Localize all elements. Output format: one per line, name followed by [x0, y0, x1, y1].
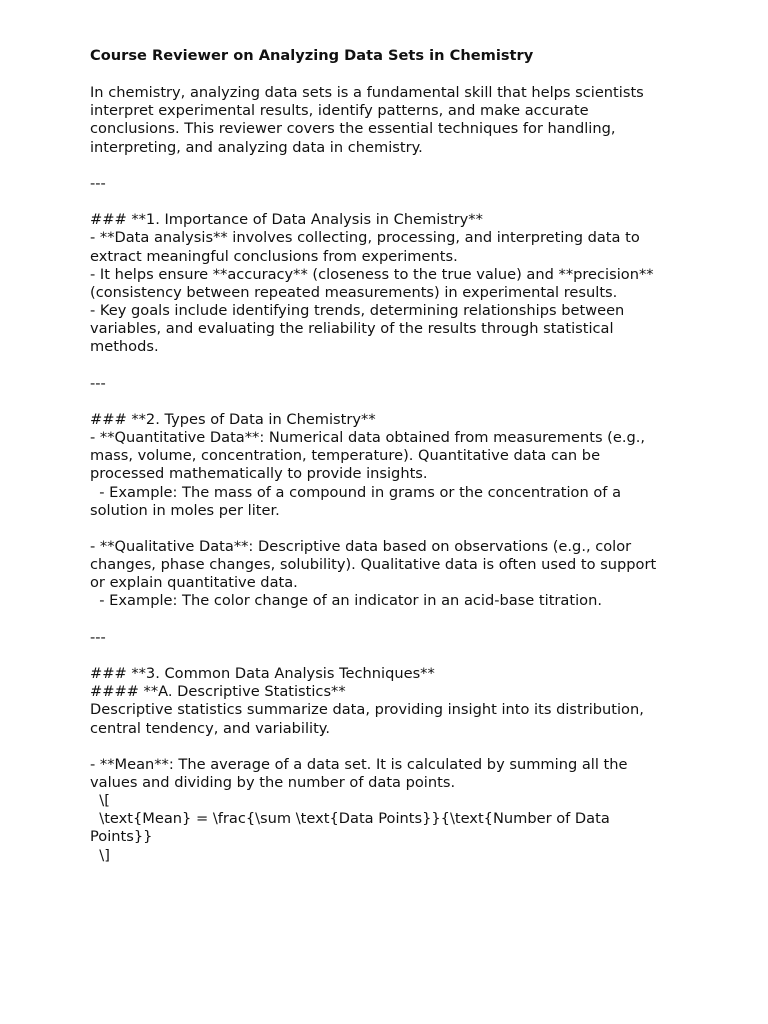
blank-line: [90, 66, 690, 84]
intro-line: interpret experimental results, identify patterns, and make accurate: [90, 102, 589, 120]
blank-line: [90, 738, 690, 756]
blank-line: [90, 393, 690, 411]
section-line: - Example: The color change of an indicator in an acid-base titration.: [90, 592, 602, 610]
section-heading: ### **3. Common Data Analysis Techniques**: [90, 665, 435, 683]
section-line: - **Mean**: The average of a data set. It is calculated by summing all the: [90, 755, 628, 773]
section-line: - **Data analysis** involves collecting, processing, and interpreting data to: [90, 229, 640, 247]
blank-line: [90, 647, 690, 665]
section-line: extract meaningful conclusions from experiments.: [90, 247, 458, 265]
section-line: mass, volume, concentration, temperature). Quantitative data can be: [90, 447, 601, 465]
separator: ---: [90, 628, 106, 646]
section-line: - **Qualitative Data**: Descriptive data based on observations (e.g., color: [90, 537, 632, 555]
separator: ---: [90, 174, 106, 192]
subsection-heading: #### **A. Descriptive Statistics**: [90, 683, 346, 701]
section-heading: ### **1. Importance of Data Analysis in Chemistry**: [90, 211, 483, 229]
section-line: variables, and evaluating the reliability of the results through statistical: [90, 320, 614, 338]
formula-line: \[: [90, 792, 110, 810]
blank-line: [90, 611, 690, 629]
blank-line: [90, 193, 690, 211]
section-line: (consistency between repeated measurements) in experimental results.: [90, 283, 618, 301]
section-line: values and dividing by the number of data points.: [90, 773, 456, 791]
document-page: [90, 46, 690, 865]
section-line: changes, phase changes, solubility). Qualitative data is often used to support: [90, 556, 657, 574]
section-line: central tendency, and variability.: [90, 719, 331, 737]
section-line: - It helps ensure **accuracy** (closeness to the true value) and **precision**: [90, 265, 654, 283]
formula-line: \]: [90, 846, 110, 864]
intro-line: conclusions. This reviewer covers the essential techniques for handling,: [90, 120, 616, 138]
formula-line: Points}}: [90, 828, 153, 846]
intro-line: interpreting, and analyzing data in chemistry.: [90, 138, 423, 156]
blank-line: [90, 356, 690, 374]
section-line: Descriptive statistics summarize data, providing insight into its distribution,: [90, 701, 644, 719]
section-heading: ### **2. Types of Data in Chemistry**: [90, 410, 376, 428]
blank-line: [90, 520, 690, 538]
section-line: - **Quantitative Data**: Numerical data obtained from measurements (e.g.,: [90, 429, 646, 447]
intro-line: In chemistry, analyzing data sets is a fundamental skill that helps scientists: [90, 84, 644, 102]
formula-line: \text{Mean} = \frac{\sum \text{Data Points}}{\text{Number of Data: [90, 810, 610, 828]
separator: ---: [90, 374, 106, 392]
section-line: processed mathematically to provide insights.: [90, 465, 428, 483]
section-line: - Key goals include identifying trends, determining relationships between: [90, 301, 625, 319]
document-title: Course Reviewer on Analyzing Data Sets in Chemistry: [90, 47, 534, 64]
section-line: - Example: The mass of a compound in grams or the concentration of a: [90, 483, 622, 501]
section-line: solution in moles per liter.: [90, 501, 280, 519]
section-line: or explain quantitative data.: [90, 574, 298, 592]
section-line: methods.: [90, 338, 159, 356]
blank-line: [90, 157, 690, 175]
